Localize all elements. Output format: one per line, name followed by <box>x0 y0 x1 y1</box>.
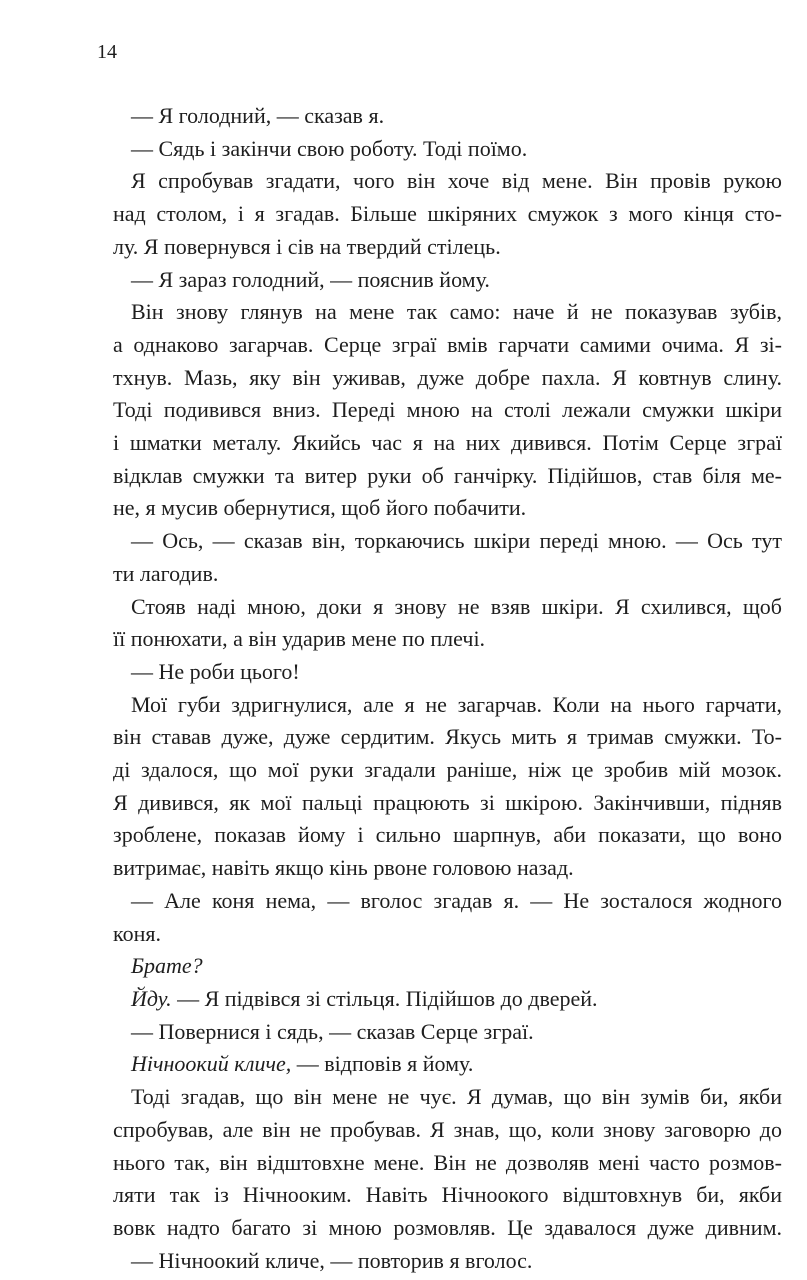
text-line <box>113 1147 782 1180</box>
text-run: спробував, але він не пробував. Я знав, що, коли знову заговорю до <box>113 1116 782 1142</box>
text-line <box>113 983 782 1016</box>
text-line <box>113 1245 782 1278</box>
text-line <box>113 591 782 624</box>
text-line <box>113 885 782 918</box>
text-line <box>113 1016 782 1049</box>
text-line <box>113 394 782 427</box>
text-line <box>113 525 782 558</box>
text-run: — Не роби цього! <box>131 658 300 684</box>
text-line <box>113 918 782 951</box>
text-run: її понюхати, а він ударив мене по плечі. <box>113 626 486 652</box>
text-line <box>113 558 782 591</box>
italic-text: Нічноокий кличе, <box>131 1051 292 1077</box>
text-line <box>113 819 782 852</box>
text-line <box>113 656 782 689</box>
text-line <box>113 1212 782 1245</box>
text-run: Тоді подивився вниз. Переді мною на столі лежали смужки шкіри <box>113 397 782 423</box>
text-run: — відповів я йому. <box>291 1051 474 1077</box>
text-line <box>113 264 782 297</box>
text-run: він ставав дуже, дуже сердитим. Якусь мить я тримав смужки. То- <box>113 724 782 750</box>
text-line <box>113 329 782 362</box>
text-run: — Я підвівся зі стільця. Підійшов до дверей. <box>171 985 598 1011</box>
text-run: — Повернися і сядь, — сказав Серце зграї. <box>131 1018 534 1044</box>
text-line <box>113 492 782 525</box>
text-run: ляти так із Нічнооким. Навіть Нічноокого відштовхнув би, якби <box>113 1182 782 1208</box>
text-run: — Нічноокий кличе, — повторив я вголос. <box>131 1247 533 1273</box>
italic-text: Брате? <box>131 953 203 979</box>
text-run: нього так, він відштовхне мене. Він не дозволяв мені часто розмов- <box>113 1149 782 1175</box>
text-line <box>113 754 782 787</box>
text-run: не, я мусив обернутися, щоб його побачити. <box>113 495 527 521</box>
text-run: над столом, і я згадав. Більше шкіряних смужок з мого кінця сто- <box>113 201 782 227</box>
text-line <box>113 689 782 722</box>
text-line <box>113 165 782 198</box>
text-line <box>113 852 782 885</box>
text-line <box>113 362 782 395</box>
text-run: Я дивився, як мої пальці працюють зі шкірою. Закінчивши, підняв <box>113 789 782 815</box>
text-run: вовк надто багато зі мною розмовляв. Це здавалося дуже дивним. <box>113 1214 782 1240</box>
text-line <box>113 950 782 983</box>
text-line <box>113 1081 782 1114</box>
text-line <box>113 296 782 329</box>
text-line <box>113 133 782 166</box>
text-run: Я спробував згадати, чого він хоче від мене. Він провів рукою <box>131 168 782 194</box>
italic-text: Йду. <box>131 985 172 1011</box>
text-line <box>113 231 782 264</box>
text-run: Він знову глянув на мене так само: наче й не показував зубів, <box>131 299 782 325</box>
text-run: — Я зараз голодний, — пояснив йому. <box>131 266 490 292</box>
text-run: — Я голодний, — сказав я. <box>131 103 385 128</box>
text-line <box>113 787 782 820</box>
text-line <box>113 623 782 656</box>
text-run: ти лагодив. <box>113 560 219 586</box>
text-run: і шматки металу. Якийсь час я на них дивився. Потім Серце зграї <box>113 430 782 456</box>
text-run: витримає, навіть якщо кінь рвоне головою назад. <box>113 855 574 881</box>
text-run: а однаково загарчав. Серце зграї вмів гарчати самими очима. Я зі- <box>113 331 782 357</box>
text-line <box>113 1114 782 1147</box>
text-line <box>113 100 782 133</box>
text-run: лу. Я повернувся і сів на твердий стілець. <box>113 233 501 259</box>
text-line <box>113 198 782 231</box>
text-run: Стояв наді мною, доки я знову не взяв шкіри. Я схилився, щоб <box>131 593 782 619</box>
page-number: 14 <box>97 41 117 63</box>
body-text <box>113 100 782 1277</box>
text-run: Тоді згадав, що він мене не чує. Я думав, що він зумів би, якби <box>131 1084 782 1110</box>
text-run: — Сядь і закінчи свою роботу. Тоді поїмо. <box>131 135 528 161</box>
text-line <box>113 1048 782 1081</box>
text-line <box>113 460 782 493</box>
text-line <box>113 1179 782 1212</box>
text-run: зроблене, показав йому і сильно шарпнув, аби показати, що воно <box>113 822 782 848</box>
text-run: тхнув. Мазь, яку він уживав, дуже добре пахла. Я ковтнув слину. <box>113 364 782 390</box>
text-run: — Але коня нема, — вголос згадав я. — Не зосталося жодного <box>131 887 782 913</box>
text-run: відклав смужки та витер руки об ганчірку. Підійшов, став біля ме- <box>113 462 782 488</box>
text-line <box>113 427 782 460</box>
text-run: ді здалося, що мої руки згадали раніше, ніж це зробив мій мозок. <box>113 757 782 783</box>
text-run: — Ось, — сказав він, торкаючись шкіри переді мною. — Ось тут <box>131 528 782 554</box>
text-line <box>113 721 782 754</box>
text-run: коня. <box>113 920 161 946</box>
text-run: Мої губи здригнулися, але я не загарчав. Коли на нього гарчати, <box>131 691 782 717</box>
